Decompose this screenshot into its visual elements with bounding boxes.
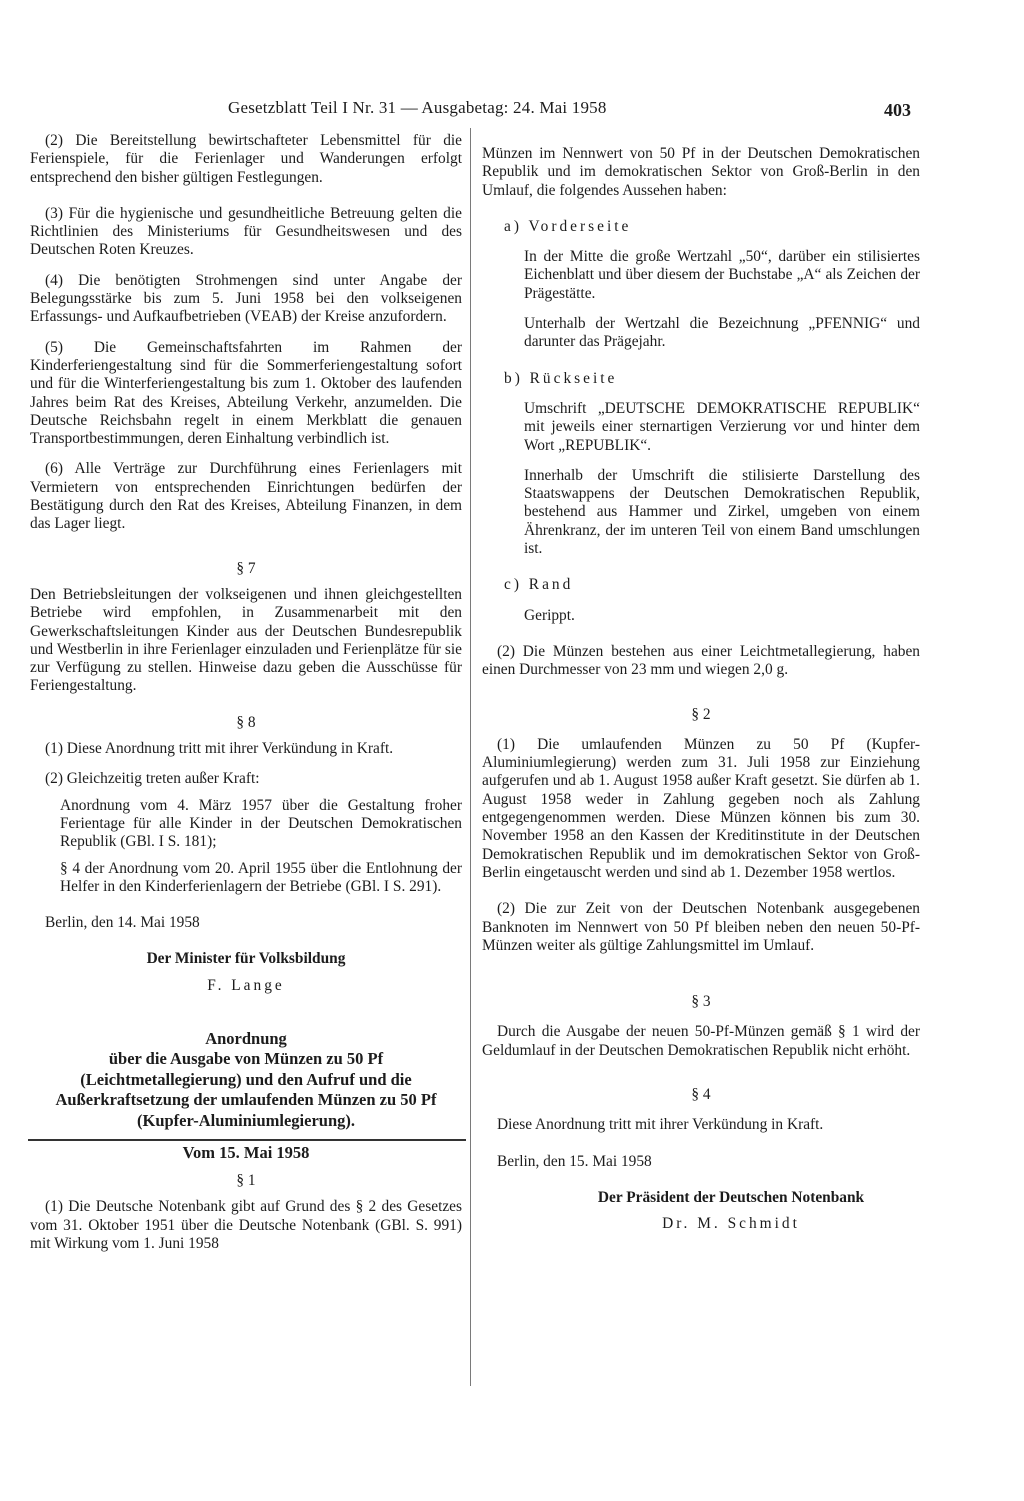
section-1-paragraph-2: (2) Die Münzen bestehen aus einer Leichtmetallegierung, haben einen Durchmesser von 23 mm und wiegen 2,0 g. [482, 642, 920, 679]
signer-title-right: Der Präsident der Deutschen Notenbank [597, 1188, 865, 1206]
place-date-right: Berlin, den 15. Mai 1958 [497, 1152, 652, 1170]
reverse-label: b) Rückseite [504, 369, 618, 387]
edge-description: Gerippt. [524, 606, 575, 624]
signer-title-left: Der Minister für Volksbildung [146, 950, 346, 968]
section-2-paragraph-2: (2) Die zur Zeit von der Deutschen Notenbank ausgegebenen Banknoten im Nennwert von 50 Pf bleiben neben den neuen 50-Pf-Münzen weiter als gültige Zahlungsmittel im Umlauf. [482, 900, 920, 954]
paragraph-6-2: (2) Die Bereitstellung bewirtschafteter Lebensmittel für die Ferienspiele, für die Ferienlager und Wanderungen erfolgt entsprechend den bisher gültigen Festlegungen. [30, 132, 462, 186]
section-1-text: (1) Die Deutsche Notenbank gibt auf Grund des § 2 des Gesetzes vom 31. Oktober 1951 über die Deutsche Notenbank (GBl. S. 991) mit Wirkung vom 1. Juni 1958 [30, 1198, 462, 1252]
paragraph-6-5: (5) Die Gemeinschaftsfahrten im Rahmen der Kinderferiengestaltung sind für die Sommerferiengestaltung sofort und für die Winterferiengestaltung bis zum 1. Oktober des laufenden Jahres beim Rat des Kreises, Abteilung Verkehr, anzumelden. Die Deutsche Reichsbahn regelt in einem Merkblatt die genauen Transportbestimmungen, deren Einhaltung verbindlich ist. [30, 338, 462, 448]
paragraph-6-3: (3) Für die hygienische und gesundheitliche Betreuung gelten die Richtlinien des Ministeriums für Gesundheitswesen und des Deutschen Roten Kreuzes. [30, 204, 462, 259]
right-column [482, 145, 920, 1233]
ordinance-title: Anordnung [205, 1028, 287, 1048]
paragraph-6-6: (6) Alle Verträge zur Durchführung eines Ferienlagers mit Vermietern von entsprechenden Einrichtungen bedürfen der Bestätigung durch den Rat des Kreises, Abteilung Finanzen, in dem das Lager liegt. [30, 460, 462, 533]
reverse-inscription: Umschrift „DEUTSCHE DEMOKRATISCHE REPUBLIK“ mit jeweils einer sternartigen Verzierung vor und hinter dem Wort „REPUBLIK“. [524, 399, 920, 454]
section-7-text: Den Betriebsleitungen der volkseigenen und ihnen gleichgestellten Betriebe wird empfohlen, in Zusammenarbeit mit den Gewerkschaftsleitungen Kinder aus der Deutschen Bundesrepublik und Westberlin in ihre Ferienlager einzuladen und Ferienplätze für sie zur Verfügung zu stellen. Hinweise dazu geben die Ausschüsse für Feriengestaltung. [30, 585, 462, 695]
section-2-heading: § 2 [691, 705, 711, 723]
section-8-heading: § 8 [236, 713, 256, 731]
section-3-heading: § 3 [691, 993, 711, 1011]
section-8-paragraph-1: (1) Diese Anordnung tritt mit ihrer Verkündung in Kraft. [45, 740, 394, 758]
paragraph-6-4: (4) Die benötigten Strohmengen sind unter Angabe der Belegungsstärke bis zum 5. Juni 1958 bei den volkseigenen Erfassungs- und Aufkaufbetrieben (VEAB) der Kreise anzufordern. [30, 271, 462, 326]
signer-name-right: Dr. M. Schmidt [662, 1215, 800, 1233]
section-8-paragraph-2: (2) Gleichzeitig treten außer Kraft: [45, 770, 260, 788]
section-1-heading: § 1 [236, 1171, 256, 1189]
section-7-heading: § 7 [236, 559, 256, 577]
column-divider [470, 128, 471, 1386]
signer-name-left: F. Lange [207, 976, 285, 994]
page-number: 403 [884, 100, 911, 120]
section-2-paragraph-1: (1) Die umlaufenden Münzen zu 50 Pf (Kupfer-Aluminiumlegierung) werden zum 31. Juli 1958 zur Einziehung aufgerufen und ab 1. August 1958 außer Kraft gesetzt. Sie dürfen ab 1. August 1958 weder in Zahlung gegeben noch als Zahlung entgegengenommen werden. Diese Münzen können bis zum 30. November 1958 an den Kassen der Kreditinstitute in der Deutschen Demokratischen Republik und im demokratischen Sektor von Groß-Berlin eingetauscht werden und sind ab 1. Dezember 1958 wertlos. [482, 735, 920, 881]
section-3-text: Durch die Ausgabe der neuen 50-Pf-Münzen gemäß § 1 wird der Geldumlauf in der Deutschen Demokratischen Republik nicht erhöht. [482, 1023, 920, 1059]
repealed-item-2: § 4 der Anordnung vom 20. April 1955 über die Entlohnung der Helfer in den Kinderferienlagern der Betriebe (GBl. I S. 291). [60, 859, 462, 895]
repealed-item-1: Anordnung vom 4. März 1957 über die Gestaltung froher Ferientage für alle Kinder in der Deutschen Demokratischen Republik (GBl. I S. 181); [60, 796, 462, 851]
place-date-left: Berlin, den 14. Mai 1958 [45, 914, 200, 932]
section-4-heading: § 4 [691, 1085, 711, 1103]
section-4-text: Diese Anordnung tritt mit ihrer Verkündung in Kraft. [497, 1116, 824, 1134]
running-header: Gesetzblatt Teil I Nr. 31 — Ausgabetag: 24. Mai 1958 [228, 98, 607, 117]
obverse-inscription: Unterhalb der Wertzahl die Bezeichnung „PFENNIG“ und darunter das Prägejahr. [524, 315, 920, 351]
ordinance-date: Vom 15. Mai 1958 [182, 1143, 310, 1163]
obverse-label: a) Vorderseite [504, 217, 632, 235]
ordinance-subtitle: über die Ausgabe von Münzen zu 50 Pf (Leichtmetallegierung) und den Aufruf und die Außerkraftsetzung der umlaufenden Münzen zu 50 Pf (Kupfer-Aluminiumlegierung). [55, 1049, 437, 1130]
obverse-description: In der Mitte die große Wertzahl „50“, darüber ein stilisiertes Eichenblatt und über diesem der Buchstabe „A“ als Zeichen der Prägestätte. [524, 248, 920, 302]
reverse-description: Innerhalb der Umschrift die stilisierte Darstellung des Staatswappens der Deutschen Demokratischen Republik, bestehend aus Hammer und Zirkel, umgeben von einem Ährenkranz, der im unteren Teil von einem Band umschlungen ist. [524, 466, 920, 558]
coin-intro: Münzen im Nennwert von 50 Pf in der Deutschen Demokratischen Republik und im demokratischen Sektor von Groß-Berlin in den Umlauf, die folgendes Aussehen haben: [482, 145, 920, 199]
left-column [30, 132, 462, 1253]
edge-label: c) Rand [504, 576, 574, 594]
